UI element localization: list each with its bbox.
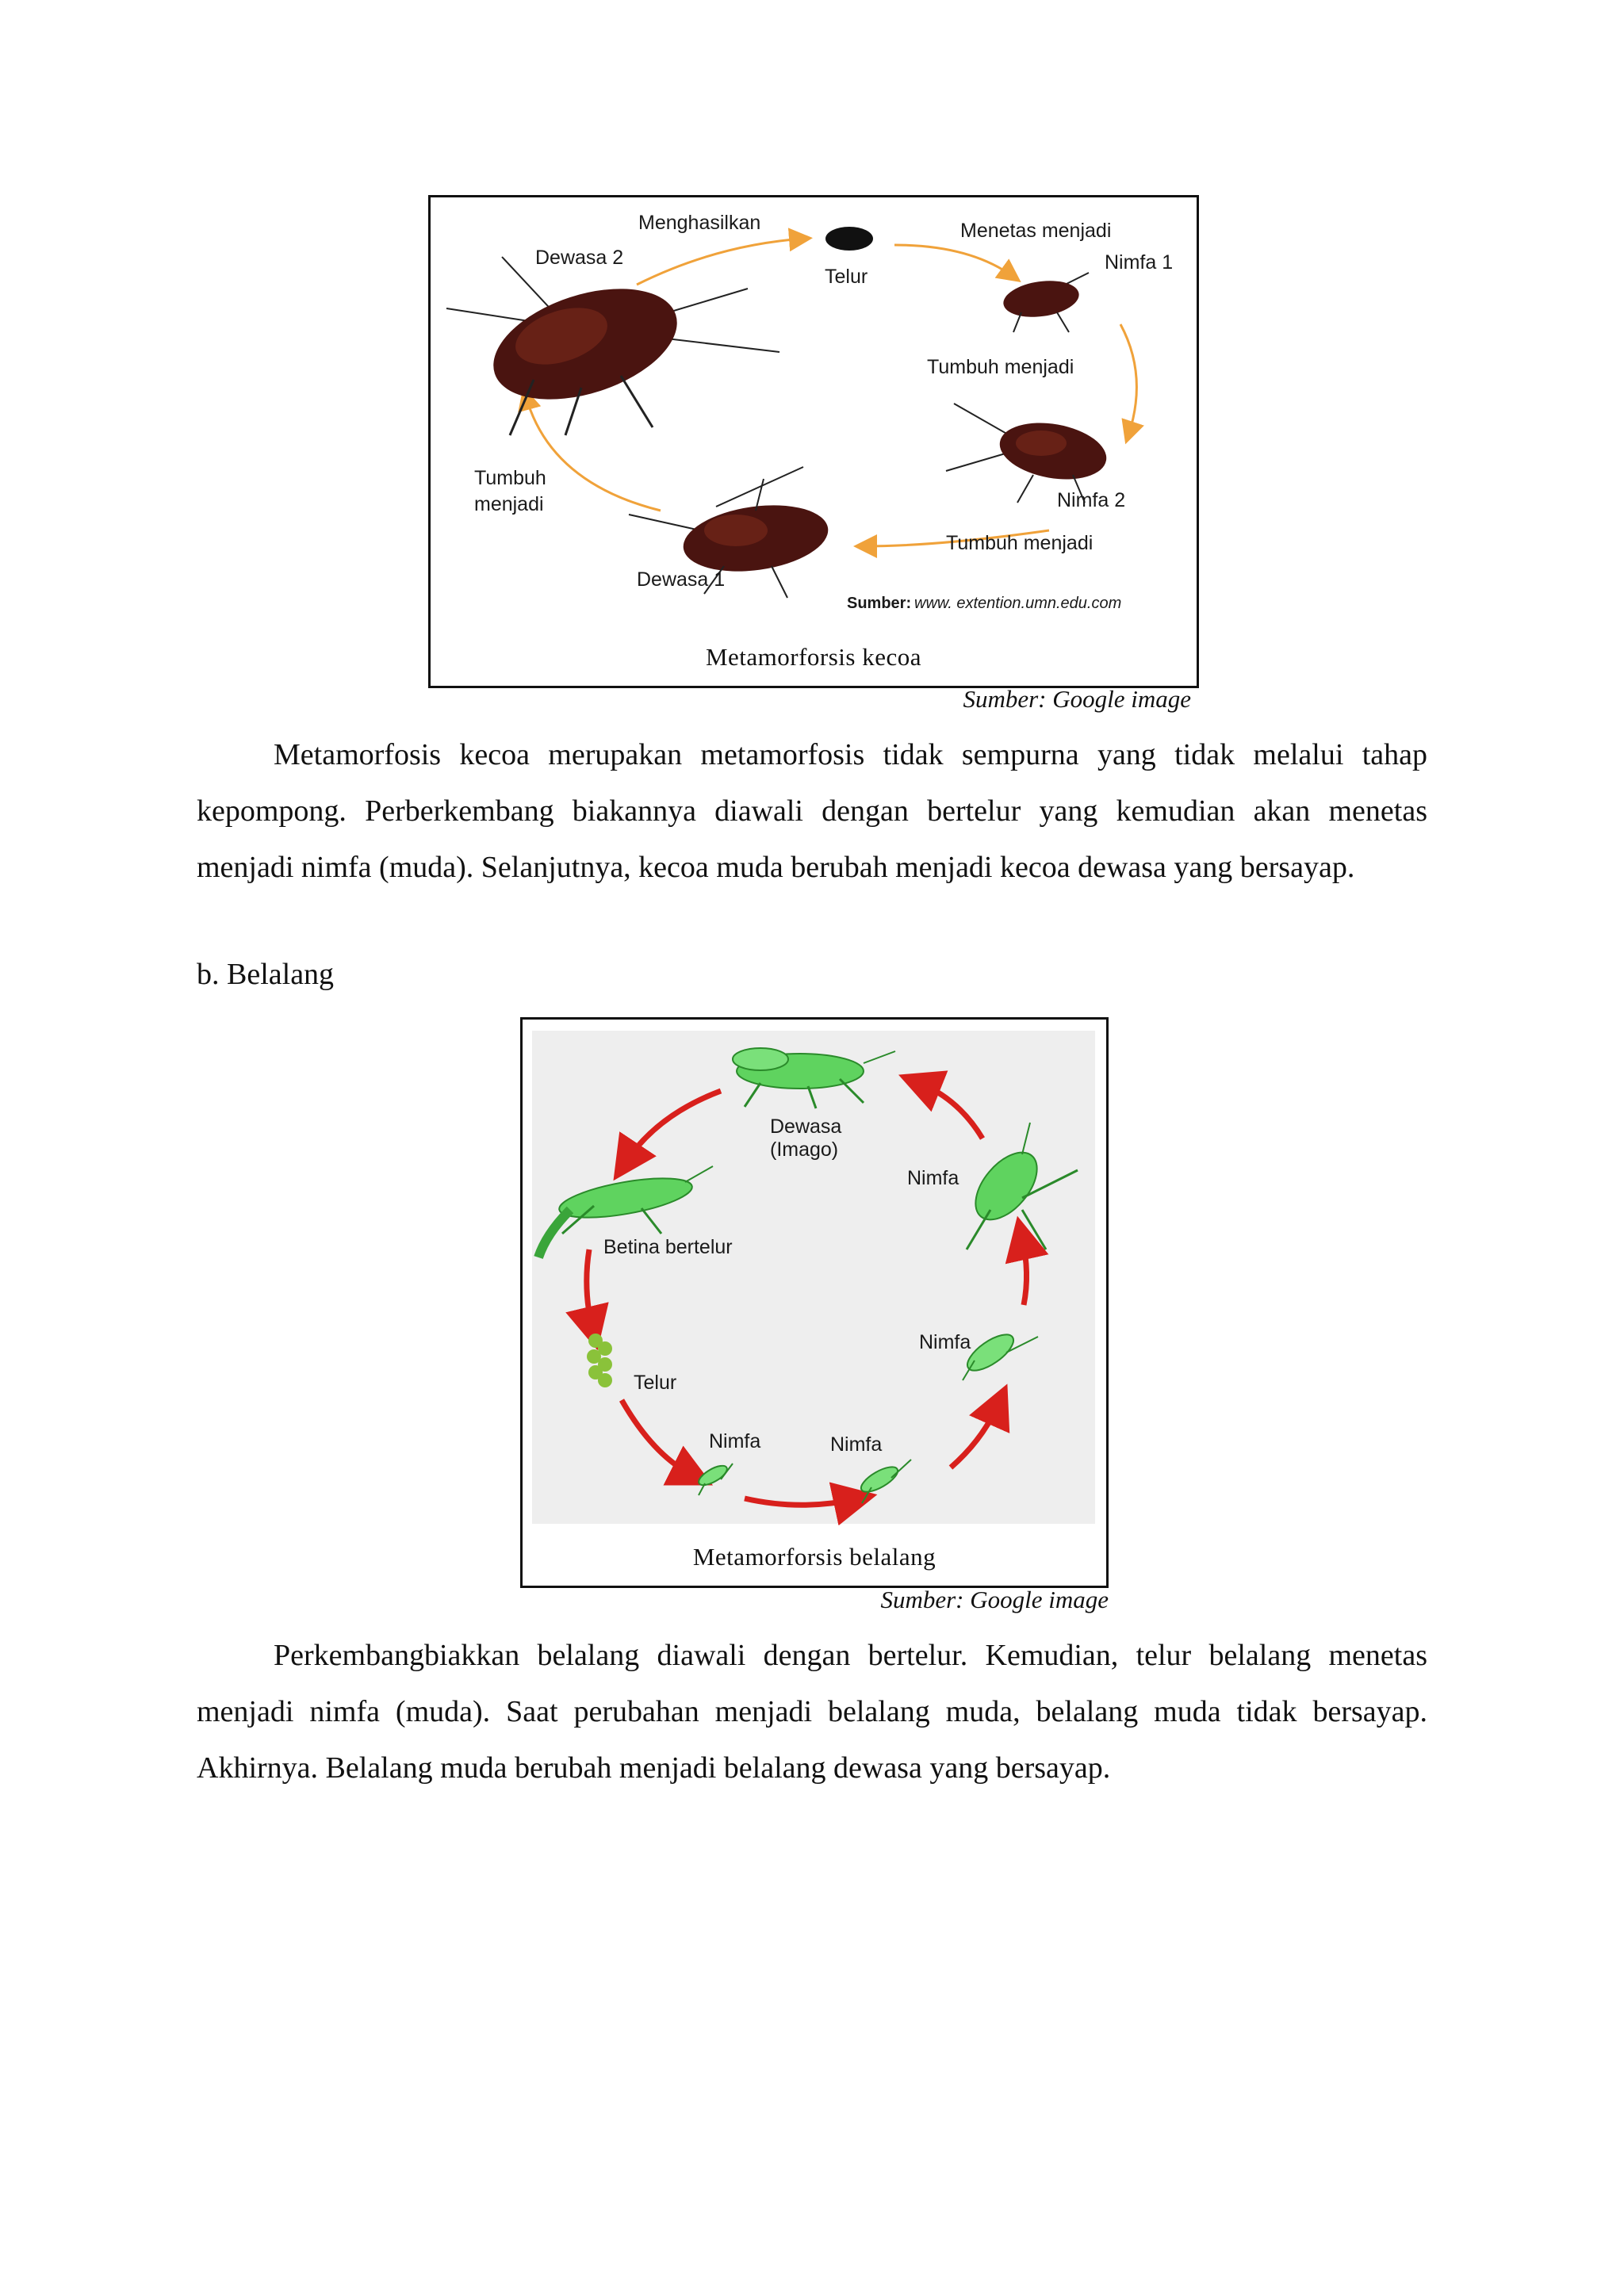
label-telur: Telur [825,266,868,288]
kecoa-cycle-diagram [431,197,1197,686]
figure-belalang-caption: Metamorforsis belalang [692,1543,936,1571]
roach-dewasa2 [446,257,779,435]
egg-telur [825,227,873,251]
paragraph-kecoa-text: Metamorfosis kecoa merupakan metamorfosis tidak sempurna yang tidak melalui tahap kepompong. Perberkembang biakannya diawali dengan bertelur yang kemudian akan menetas menjadi nimfa (muda). Selanjutnya, kecoa muda berubah menjadi kecoa dewasa yang bersayap. [197,738,1427,884]
label-imago: (Imago) [770,1138,839,1161]
label-tumbuh-left-2: menjadi [474,493,544,515]
label-nimfa-right: Nimfa [919,1331,971,1353]
heading-belalang: b. Belalang [197,958,335,991]
label-dewasa2: Dewasa 2 [535,247,624,269]
label-menetas: Menetas menjadi [960,220,1112,242]
arrow-nimfa1-nimfa2 [1120,324,1136,435]
arrow-dewasa1-dewasa2 [526,396,661,511]
label-sumber-bold: Sumber: [847,595,912,612]
label-nimfa-bottom-right: Nimfa [830,1433,883,1456]
belalang-cycle-diagram [523,1020,1106,1586]
label-sumber-url: www. extention.umn.edu.com [914,595,1122,612]
figure-kecoa-source: Sumber: Google image [963,685,1191,713]
label-nimfa-bottom-left: Nimfa [709,1430,761,1452]
label-nimfa2: Nimfa 2 [1057,489,1126,511]
label-menghasilkan: Menghasilkan [638,212,761,234]
label-dewasa1: Dewasa 1 [637,568,726,591]
paragraph-kecoa [197,727,1427,896]
label-betina-bertelur: Betina bertelur [603,1236,733,1258]
figure-kecoa-caption: Metamorforsis kecoa [705,643,922,671]
label-telur: Telur [634,1372,677,1394]
label-dewasa: Dewasa [770,1115,842,1138]
paragraph-belalang-text: Perkembangbiakkan belalang diawali dengan bertelur. Kemudian, telur belalang menetas menjadi nimfa (muda). Saat perubahan menjadi belalang muda, belalang muda tidak bersayap. Akhirnya. Belalang muda berubah menjadi belalang dewasa yang bersayap. [197,1639,1427,1785]
label-tumbuh-right: Tumbuh menjadi [927,356,1074,378]
paragraph-belalang [197,1628,1427,1797]
label-nimfa-top-right: Nimfa [907,1167,959,1189]
arrow-telur-nimfa1 [894,245,1013,277]
figure-kecoa [428,195,1199,688]
figure-belalang-source: Sumber: Google image [880,1586,1109,1613]
roach-nimfa1 [1001,273,1089,332]
label-nimfa1: Nimfa 1 [1105,251,1174,274]
label-tumbuh-left-1: Tumbuh [474,467,546,489]
label-tumbuh-bottom: Tumbuh menjadi [946,532,1094,554]
roach-nimfa2 [946,404,1111,503]
figure-belalang [520,1017,1109,1588]
arrow-dewasa2-telur [637,239,803,285]
